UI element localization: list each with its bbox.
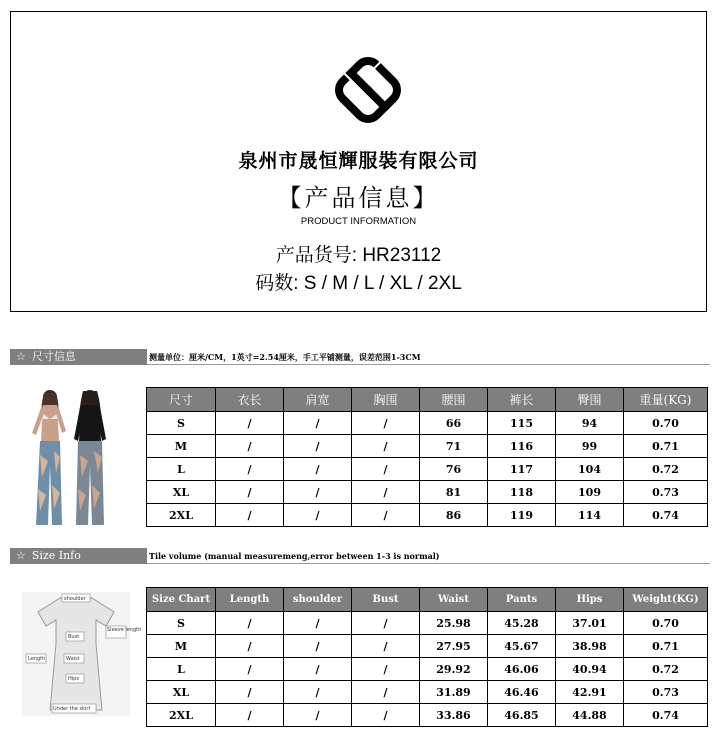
cn-header-cell: 肩宽 xyxy=(284,388,352,412)
en-header-row xyxy=(147,588,708,612)
diagram-label: Waist xyxy=(66,656,80,662)
en-header-cell: Weight(KG) xyxy=(624,588,708,612)
cn-header-cell: 衣长 xyxy=(216,388,284,412)
table-cell: / xyxy=(216,681,284,704)
table-cell: 0.74 xyxy=(624,704,708,727)
table-cell: 2XL xyxy=(147,704,216,727)
diagram-label: shoulder xyxy=(64,596,86,602)
table-row xyxy=(147,612,708,635)
diagram-label: Hips xyxy=(68,676,79,682)
en-header-cell: Length xyxy=(216,588,284,612)
table-cell: / xyxy=(284,435,352,458)
table-cell: / xyxy=(284,681,352,704)
table-cell: 86 xyxy=(420,504,488,527)
table-cell: / xyxy=(352,658,420,681)
table-cell: / xyxy=(284,481,352,504)
model-photo xyxy=(18,385,122,527)
header-card xyxy=(10,11,707,312)
brand-logo xyxy=(335,52,401,128)
diagram-label: Under the skirt xyxy=(53,706,91,712)
table-cell: 66 xyxy=(420,412,488,435)
product-number: 产品货号: HR23112 xyxy=(275,245,442,266)
table-cell: L xyxy=(147,458,216,481)
table-cell: M xyxy=(147,635,216,658)
table-cell: 115 xyxy=(488,412,556,435)
table-cell: M xyxy=(147,435,216,458)
cn-header-cell: 胸围 xyxy=(352,388,420,412)
table-cell: / xyxy=(284,704,352,727)
product-info-subtitle: PRODUCT INFORMATION xyxy=(300,216,417,227)
table-cell: 45.67 xyxy=(488,635,556,658)
table-cell: 76 xyxy=(420,458,488,481)
table-cell: / xyxy=(352,435,420,458)
table-row xyxy=(147,435,708,458)
table-cell: 0.70 xyxy=(624,412,708,435)
table-row xyxy=(147,704,708,727)
table-cell: / xyxy=(284,658,352,681)
table-cell: 0.73 xyxy=(624,481,708,504)
table-cell: 40.94 xyxy=(556,658,624,681)
cn-header-cell: 腰围 xyxy=(420,388,488,412)
star-icon: ☆ xyxy=(16,549,26,562)
table-row xyxy=(147,412,708,435)
cn-measure-note: 测量单位：厘米/CM，1英寸=2.54厘米，手工平铺测量，误差范围1-3CM xyxy=(149,352,421,362)
table-row xyxy=(147,681,708,704)
en-header-cell: Hips xyxy=(556,588,624,612)
en-section-divider xyxy=(147,563,710,564)
table-cell: 38.98 xyxy=(556,635,624,658)
en-measure-note: Tile volume (manual measuremeng,error between 1-3 is normal) xyxy=(149,551,440,561)
table-cell: 29.92 xyxy=(420,658,488,681)
table-cell: 33.86 xyxy=(420,704,488,727)
table-cell: 0.73 xyxy=(624,681,708,704)
table-cell: 31.89 xyxy=(420,681,488,704)
en-header-cell: Pants xyxy=(488,588,556,612)
cn-section-bar xyxy=(10,349,147,365)
table-cell: / xyxy=(284,612,352,635)
table-row xyxy=(147,658,708,681)
table-cell: 0.74 xyxy=(624,504,708,527)
table-cell: 44.88 xyxy=(556,704,624,727)
table-cell: 46.46 xyxy=(488,681,556,704)
table-cell: / xyxy=(352,481,420,504)
cn-header-row xyxy=(147,388,708,412)
table-cell: / xyxy=(284,412,352,435)
cn-size-table xyxy=(146,387,708,527)
table-cell: / xyxy=(352,704,420,727)
en-header-cell: Waist xyxy=(420,588,488,612)
table-row xyxy=(147,504,708,527)
company-name: 泉州市晟恒輝服裝有限公司 xyxy=(238,150,479,172)
table-cell: / xyxy=(216,612,284,635)
en-size-table xyxy=(146,587,708,727)
table-cell: / xyxy=(216,658,284,681)
diagram-label: Sleeve length xyxy=(107,627,142,633)
en-header-cell: Size Chart xyxy=(147,588,216,612)
table-cell: 2XL xyxy=(147,504,216,527)
en-header-cell: shoulder xyxy=(284,588,352,612)
table-cell: 119 xyxy=(488,504,556,527)
table-cell: 0.72 xyxy=(624,658,708,681)
table-cell: 45.28 xyxy=(488,612,556,635)
en-section-title: Size Info xyxy=(31,549,81,562)
cn-section-divider xyxy=(147,364,710,365)
table-cell: 0.71 xyxy=(624,635,708,658)
table-cell: / xyxy=(216,458,284,481)
table-cell: XL xyxy=(147,681,216,704)
product-info-title: 【产品信息】 xyxy=(277,184,440,212)
table-cell: / xyxy=(352,635,420,658)
en-header-cell: Bust xyxy=(352,588,420,612)
table-cell: 46.06 xyxy=(488,658,556,681)
table-cell: 0.70 xyxy=(624,612,708,635)
table-cell: 116 xyxy=(488,435,556,458)
table-cell: / xyxy=(352,612,420,635)
table-cell: 118 xyxy=(488,481,556,504)
table-cell: / xyxy=(216,481,284,504)
table-row xyxy=(147,481,708,504)
table-cell: 94 xyxy=(556,412,624,435)
cn-header-cell: 尺寸 xyxy=(147,388,216,412)
table-cell: / xyxy=(284,635,352,658)
diagram-label: Bust xyxy=(68,634,80,640)
table-cell: / xyxy=(216,635,284,658)
table-cell: / xyxy=(216,704,284,727)
table-cell: / xyxy=(352,681,420,704)
table-cell: 42.91 xyxy=(556,681,624,704)
en-section-bar xyxy=(10,548,147,564)
table-cell: / xyxy=(284,504,352,527)
cn-header-cell: 重量(KG) xyxy=(624,388,708,412)
table-row xyxy=(147,458,708,481)
table-cell: 25.98 xyxy=(420,612,488,635)
table-cell: 117 xyxy=(488,458,556,481)
table-cell: 81 xyxy=(420,481,488,504)
garment-diagram xyxy=(22,592,142,716)
table-cell: / xyxy=(352,504,420,527)
table-cell: XL xyxy=(147,481,216,504)
table-cell: 104 xyxy=(556,458,624,481)
table-cell: 37.01 xyxy=(556,612,624,635)
cn-header-cell: 裤长 xyxy=(488,388,556,412)
star-icon: ☆ xyxy=(16,350,26,363)
table-cell: / xyxy=(284,458,352,481)
table-cell: 0.71 xyxy=(624,435,708,458)
cn-header-cell: 臀围 xyxy=(556,388,624,412)
table-cell: 109 xyxy=(556,481,624,504)
cn-section-title: 尺寸信息 xyxy=(31,350,76,363)
table-cell: 71 xyxy=(420,435,488,458)
table-cell: S xyxy=(147,612,216,635)
table-row xyxy=(147,635,708,658)
table-cell: / xyxy=(216,435,284,458)
table-cell: 99 xyxy=(556,435,624,458)
table-cell: 46.85 xyxy=(488,704,556,727)
size-codes: 码数: S / M / L / XL / 2XL xyxy=(255,273,462,294)
table-cell: / xyxy=(352,458,420,481)
table-cell: S xyxy=(147,412,216,435)
table-cell: L xyxy=(147,658,216,681)
table-cell: 114 xyxy=(556,504,624,527)
table-cell: 27.95 xyxy=(420,635,488,658)
table-cell: / xyxy=(216,504,284,527)
table-cell: / xyxy=(216,412,284,435)
table-cell: / xyxy=(352,412,420,435)
table-cell: 0.72 xyxy=(624,458,708,481)
diagram-label: Length xyxy=(28,656,46,662)
